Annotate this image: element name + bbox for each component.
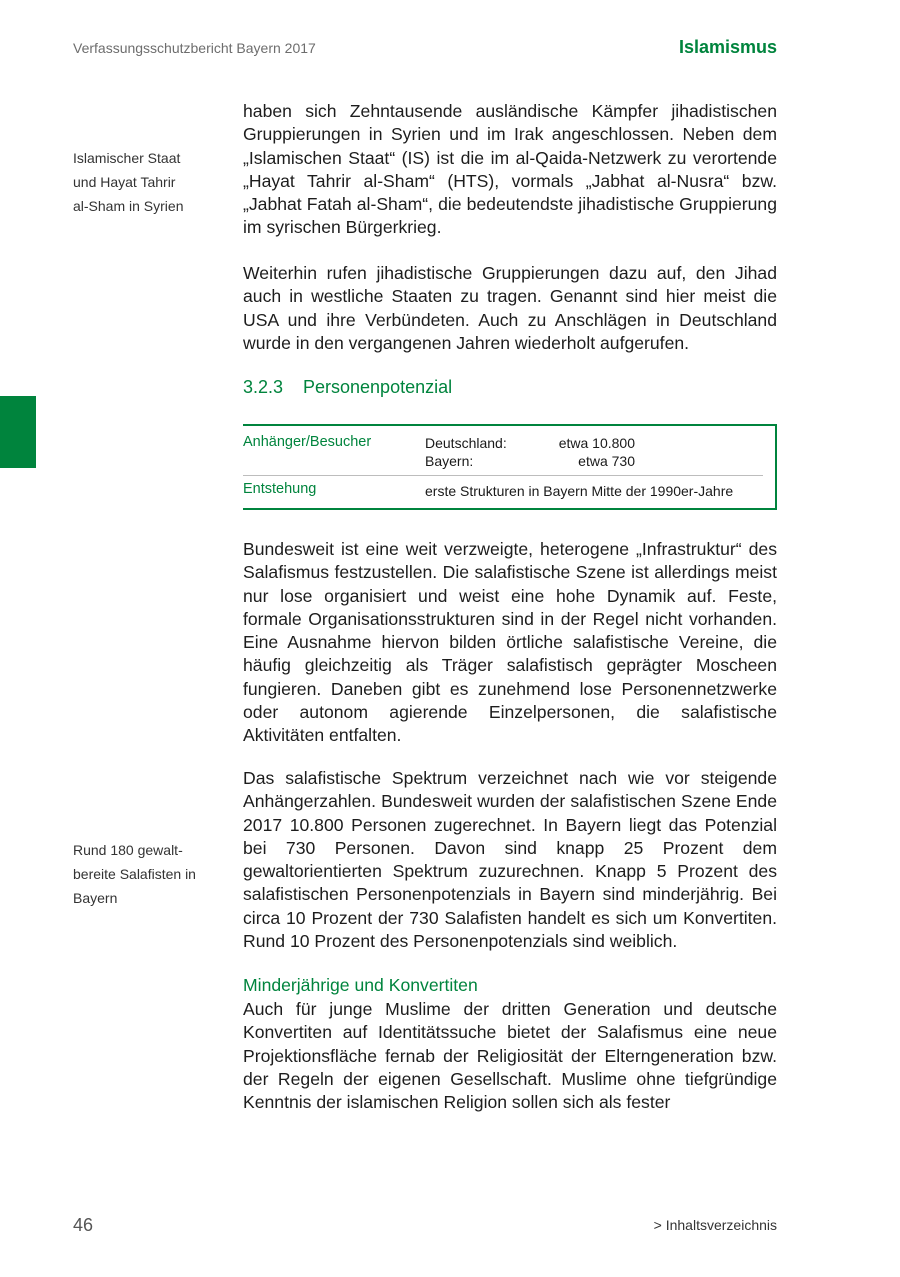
chapter-title: Islamismus [678,37,777,57]
followers-label: Anhänger/Besucher [243,434,372,450]
origin-label: Entstehung [243,481,317,497]
paragraph-young-muslims: Auch für junge Muslime der dritten Generation und deutsche Konvertiten auf Identitätssuche bietet der Salafismus eine neue Projektionsfläche fernab der Religiosität der Elterngeneration bzw. der Regeln der eigenen Gesellschaft. Muslime ohne tiefgründige Kenntnis der islamischen Religion sollen sich als fester [243,999,777,1113]
place-bavaria: Bayern: [425,453,474,469]
chapter-marker-tab [0,396,36,468]
paragraph-jihad-west: Weiterhin rufen jihadistische Gruppierungen dazu auf, den Jihad auch in westliche Staaten zu tragen. Genannt sind hier meist die USA und ihre Verbündeten. Auch zu Anschlägen in Deutschland wurde in den vergangenen Jahren wiederholt aufgerufen. [243,263,777,353]
section-heading [243,377,452,398]
value-bavaria: etwa 730 [578,453,635,469]
origin-value: erste Strukturen in Bayern Mitte der 1990er-Jahre [425,483,734,499]
value-germany: etwa 10.800 [558,435,635,451]
paragraph-salafist-spectrum: Das salafistische Spektrum verzeichnet nach wie vor steigende Anhängerzahlen. Bundesweit wurden der salafistischen Szene Ende 2017 10.800 Personen zugerechnet. In Bayern liegt das Potenzial bei 730 Personen. Davon sind knapp 25 Prozent dem gewaltorientierten Spektrum zuzurechnen. Knapp 5 Prozent des salafistischen Personenpotenzials in Bayern sind minderjährig. Bei circa 10 Prozent der 730 Salafisten handelt es sich um Konvertiten. Rund 10 Prozent des Personenpotenzials sind weiblich. [243,768,777,952]
running-header-title: Verfassungsschutzbericht Bayern 2017 [73,40,316,56]
margin-note-is-hts: Islamischer Staat und Hayat Tahrir al-Sham in Syrien [73,150,184,214]
paragraph-infrastructure: Bundesweit ist eine weit verzweigte, heterogene „Infrastruktur“ des Salafismus festzustellen. Die salafistische Szene ist allerdings meist nur lose organisiert und weist eine hohe Dynamik auf. Feste, formale Organisationsstrukturen sind in der Regel nicht vorhanden. Eine Ausnahme hiervon bilden örtliche salafistische Vereine, die häufig gleichzeitig als Träger salafistisch geprägter Moscheen fungieren. Daneben gibt es zunehmend lose Personennetzwerke oder autonom agierende Einzelpersonen, die salafistische Aktivitäten entfalten. [243,539,777,746]
info-row-followers [243,434,763,474]
paragraph-jihadist-groups: haben sich Zehntausende ausländische Kämpfer jihadistischen Gruppierungen in Syrien und im Irak angeschlossen. Neben dem „Islamischen Staat“ (IS) ist die im al-Qaida-Netzwerk zu verortende „Hayat Tahrir al-Sham“ (HTS), vormals „Jabhat al-Nusra“ bzw. „Jabhat Fatah al-Sham“, die bedeutendste jihadistische Gruppierung im syrischen Bürgerkrieg. [243,101,777,238]
personenpotenzial-info-box [243,424,777,510]
info-box-divider [243,475,763,476]
page-number: 46 [73,1215,94,1235]
section-title: Personenpotenzial [303,377,453,397]
margin-note-violent-salafists: Rund 180 gewalt- bereite Salafisten in Bayern [73,842,196,906]
subheading-minors-converts: Minderjährige und Konvertiten [243,975,478,995]
place-germany: Deutschland: [425,435,507,451]
table-of-contents-link[interactable]: > Inhaltsverzeichnis [653,1217,777,1233]
section-number: 3.2.3 [243,377,284,397]
info-row-origin [243,481,763,503]
